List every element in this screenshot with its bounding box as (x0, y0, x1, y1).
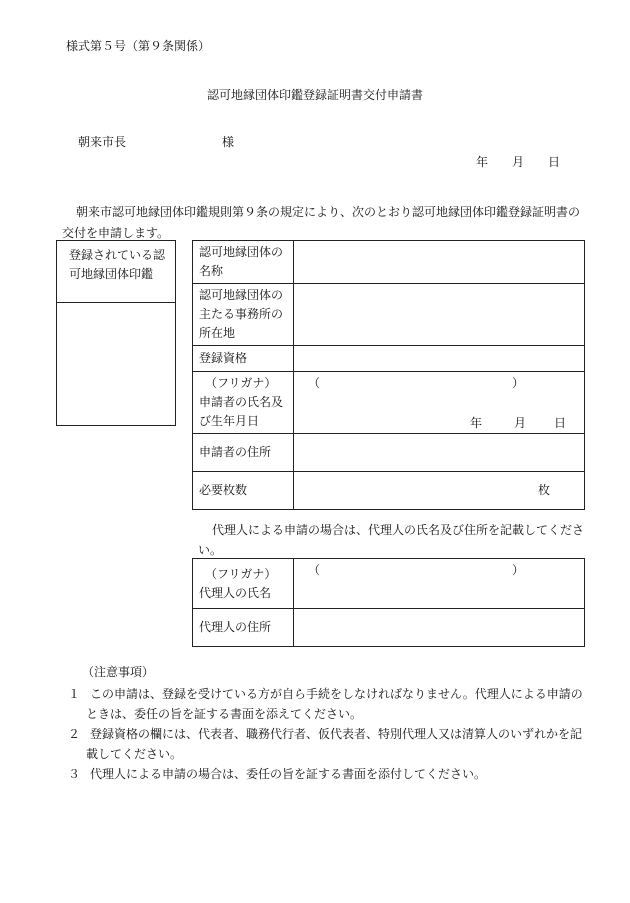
date-day-field[interactable]: 日 (548, 155, 561, 169)
note-text: 登録資格の欄には、代表者、職務代行者、仮代表者、特別代理人又は清算人のいずれかを記載してください。 (86, 727, 583, 761)
agent-address-field[interactable] (294, 609, 585, 647)
agent-name-label: 代理人の氏名 (199, 585, 272, 600)
row-label: 申請者の住所 (193, 434, 294, 472)
intro-paragraph: 朝来市認可地縁団体印鑑規則第９条の規定により、次のとおり認可地縁団体印鑑登録証明書の交付を申請します。 (62, 205, 581, 240)
birth-day-label: 日 (554, 415, 567, 430)
addressee-name: 朝来市長 (78, 135, 127, 149)
copies-unit: 枚 (538, 482, 551, 497)
note-text: この申請は、登録を受けている方が自ら手続をしなければなりません。代理人による申請のときは、委任の旨を証する書面を添えてください。 (86, 687, 583, 721)
table-row (193, 241, 585, 284)
date-year-field[interactable]: 年 (476, 155, 489, 169)
note-number: １ (68, 687, 81, 701)
group-name-field[interactable] (294, 241, 585, 284)
list-item (62, 684, 592, 724)
note-text: 代理人による申請の場合は、委任の旨を証する書面を添付してください。 (90, 767, 487, 781)
row-label: 認可地縁団体の名称 (193, 241, 294, 284)
note-number: ３ (68, 767, 81, 781)
applicant-name-field[interactable] (294, 372, 585, 434)
row-label: 必要枚数 (193, 472, 294, 510)
date-month-field[interactable]: 月 (512, 155, 525, 169)
copies-field[interactable] (294, 472, 585, 510)
agent-table (192, 558, 585, 647)
table-row (193, 609, 585, 647)
table-row (193, 346, 585, 372)
table-row (193, 434, 585, 472)
seal-impression-area[interactable] (57, 303, 175, 425)
document-title: 認可地縁団体印鑑登録証明書交付申請書 (206, 88, 423, 102)
table-row (193, 559, 585, 609)
note-number: ２ (68, 727, 81, 741)
furigana-paren-close: ） (512, 375, 525, 390)
table-row (193, 284, 585, 346)
list-item (62, 724, 592, 764)
applicant-name-label: 申請者の氏名及び生年月日 (199, 395, 284, 428)
qualification-field[interactable] (294, 346, 585, 372)
list-item (62, 764, 592, 784)
table-row (193, 472, 585, 510)
row-label: 代理人の住所 (193, 609, 294, 647)
table-row (193, 372, 585, 434)
agent-note: 代理人による申請の場合は、代理人の氏名及び住所を記載してください。 (198, 523, 585, 557)
birth-year-label: 年 (470, 415, 483, 430)
addressee-honorific: 様 (222, 135, 235, 149)
birth-month-label: 月 (514, 415, 527, 430)
office-address-field[interactable] (294, 284, 585, 346)
applicant-table (192, 240, 585, 510)
furigana-label: （フリガナ） (205, 376, 277, 390)
form-number: 様式第５号（第９条関係） (66, 39, 211, 53)
furigana-label: （フリガナ） (205, 566, 277, 581)
applicant-address-field[interactable] (294, 434, 585, 472)
seal-box (56, 240, 176, 426)
notes-title: （注意事項） (82, 665, 155, 679)
birth-date-field[interactable] (470, 415, 566, 432)
application-date (476, 154, 560, 171)
furigana-paren-open: （ (308, 375, 321, 390)
seal-box-label: 登録されている認可地縁団体印鑑 (57, 241, 175, 303)
row-label: 認可地縁団体の主たる事務所の所在地 (193, 284, 294, 346)
notes-list (62, 684, 592, 784)
row-label (193, 559, 294, 609)
furigana-paren-close: ） (512, 562, 525, 577)
row-label (193, 372, 294, 434)
agent-name-field[interactable] (294, 559, 585, 609)
furigana-paren-open: （ (308, 562, 321, 577)
row-label: 登録資格 (193, 346, 294, 372)
